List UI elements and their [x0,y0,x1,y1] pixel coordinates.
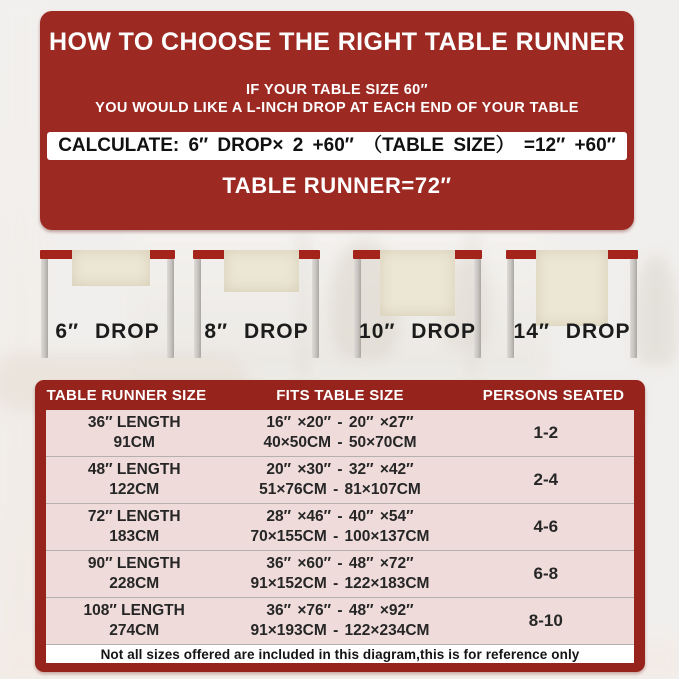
drop-label: 6″ DROP [55,320,160,343]
column-header-fits-table: FITS TABLE SIZE [276,386,404,404]
runner-length-cm: 122CM [109,481,160,498]
table-row [46,504,634,551]
table-row [46,598,634,645]
fits-cm: 70×155CM - 100×137CM [250,528,430,545]
reference-note: Not all sizes offered are included in this diagram,this is for reference only [46,645,634,663]
runner-length-cm: 91CM [113,434,155,451]
fits-table-cell [222,601,457,642]
fits-cm: 51×76CM - 81×107CM [259,481,421,498]
table-runner-swatch [380,250,455,316]
calculation-result: TABLE RUNNER=72″ [222,173,452,198]
runner-size-cell [46,601,222,642]
fits-inches: 20″ ×30″ - 32″ ×42″ [266,460,414,478]
table-leg [312,259,319,358]
drop-label: 10″ DROP [359,320,476,343]
table-row [46,551,634,598]
table-runner-swatch [224,250,299,292]
size-table-header-row [35,380,645,410]
runner-length-inches: 72″ LENGTH [87,507,181,525]
fits-cm: 91×193CM - 122×234CM [250,622,430,639]
header-banner [40,11,634,230]
size-table-body [46,410,634,663]
size-reference-table [35,380,645,672]
banner-subtitle-line2: YOU WOULD LIKE A L-INCH DROP AT EACH END OF YOUR TABLE [95,100,579,116]
persons-seated-cell: 6-8 [533,564,559,583]
drop-label: 14″ DROP [513,320,631,343]
background-plant [636,255,676,365]
fits-inches: 36″ ×60″ - 48″ ×72″ [266,554,414,572]
runner-size-cell [46,413,222,454]
persons-seated-cell: 1-2 [533,423,559,442]
table-runner-swatch [536,250,608,326]
drop-label: 8″ DROP [204,320,309,343]
table-row [46,457,634,504]
runner-length-inches: 90″ LENGTH [87,554,181,572]
runner-size-cell [46,554,222,595]
page-title: HOW TO CHOOSE THE RIGHT TABLE RUNNER [49,28,625,56]
runner-length-inches: 36″ LENGTH [87,413,181,431]
fits-inches: 28″ ×46″ - 40″ ×54″ [266,507,414,525]
table-leg [630,259,637,358]
table-leg [41,259,48,358]
persons-seated-cell: 2-4 [533,470,559,489]
runner-length-inches: 48″ LENGTH [87,460,181,478]
runner-size-cell [46,460,222,501]
table-leg [167,259,174,358]
table-row [46,410,634,457]
runner-size-cell [46,507,222,548]
fits-table-cell [222,460,457,501]
fits-table-cell [222,413,457,454]
fits-cm: 40×50CM - 50×70CM [263,434,417,451]
column-header-persons: PERSONS SEATED [482,386,625,404]
persons-seated-cell: 4-6 [533,517,559,536]
runner-length-cm: 228CM [109,575,160,592]
fits-cm: 91×152CM - 122×183CM [250,575,430,592]
fits-table-cell [222,554,457,595]
runner-length-cm: 274CM [109,622,160,639]
runner-length-inches: 108″ LENGTH [83,601,185,619]
persons-seated-cell: 8-10 [528,611,563,630]
column-header-runner-size: TABLE RUNNER SIZE [46,386,207,404]
calculation-bar: CALCULATE: 6″ DROP× 2 +60″ （TABLE SIZE） =12″ +60″ [47,132,627,160]
runner-length-cm: 183CM [109,528,160,545]
table-leg [194,259,201,358]
fits-table-cell [222,507,457,548]
fits-inches: 16″ ×20″ - 20″ ×27″ [266,413,414,431]
fits-inches: 36″ ×76″ - 48″ ×92″ [266,601,414,619]
banner-subtitle-line1: IF YOUR TABLE SIZE 60″ [246,82,428,98]
table-runner-swatch [72,250,150,286]
